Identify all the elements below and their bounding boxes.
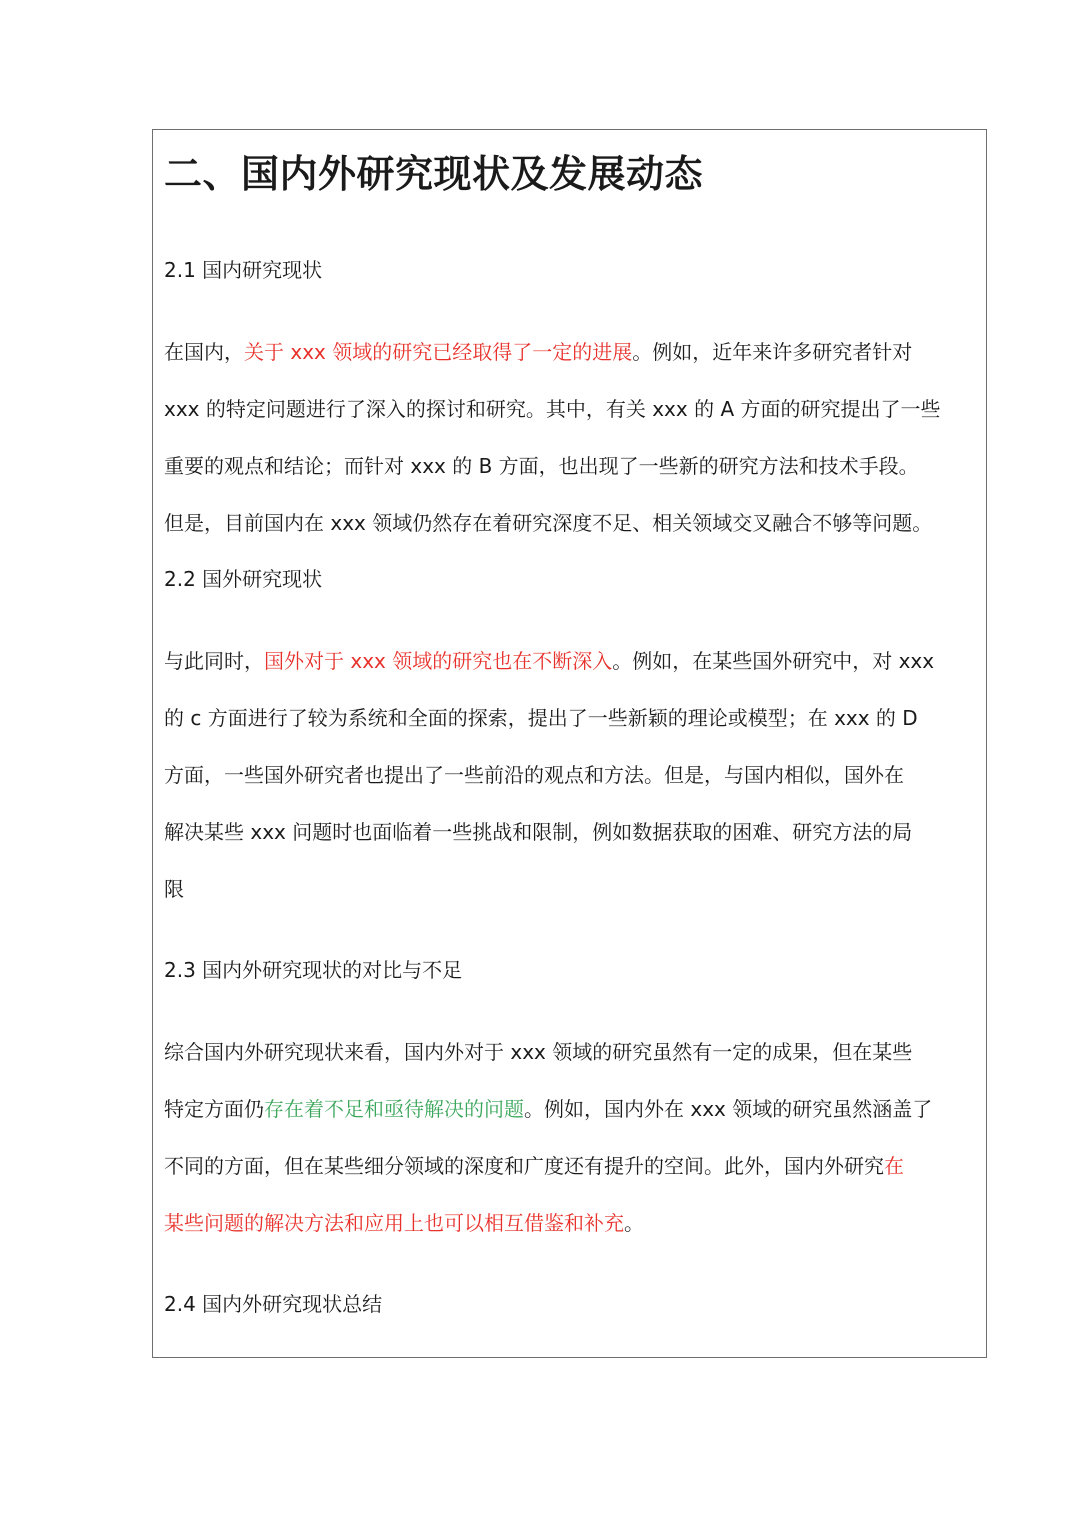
paragraph-line bbox=[164, 761, 904, 789]
paragraph-line bbox=[164, 395, 940, 423]
text-segment: 特定方面仍 bbox=[164, 1097, 264, 1121]
paragraph-line bbox=[164, 1095, 932, 1123]
page-title: 二、国内外研究现状及发展动态 bbox=[164, 152, 704, 196]
paragraph-line bbox=[164, 338, 912, 366]
paragraph-line bbox=[164, 1152, 904, 1180]
highlight-red-text: 某些问题的解决方法和应用上也可以相互借鉴和补充 bbox=[164, 1211, 624, 1235]
paragraph-line bbox=[164, 818, 912, 846]
highlight-red-text: 在 bbox=[884, 1154, 904, 1178]
paragraph-line bbox=[164, 647, 934, 675]
paragraph-line bbox=[164, 704, 918, 732]
section-heading-2-1: 2.1 国内研究现状 bbox=[164, 258, 323, 282]
text-segment: 限 bbox=[164, 877, 184, 901]
text-segment: 重要的观点和结论；而针对 xxx 的 B 方面，也出现了一些新的研究方法和技术手段。 bbox=[164, 454, 919, 478]
highlight-red-text: 关于 xxx 领域的研究已经取得了一定的进展 bbox=[244, 340, 633, 364]
text-segment: 与此同时， bbox=[164, 649, 264, 673]
text-segment: 不同的方面，但在某些细分领域的深度和广度还有提升的空间。此外，国内外研究 bbox=[164, 1154, 884, 1178]
text-segment: 。例如，国内外在 xxx 领域的研究虽然涵盖了 bbox=[524, 1097, 933, 1121]
highlight-red-text: 国外对于 xxx 领域的研究也在不断深入 bbox=[264, 649, 613, 673]
text-segment: 在国内， bbox=[164, 340, 244, 364]
section-heading-2-2: 2.2 国外研究现状 bbox=[164, 567, 323, 591]
document-frame bbox=[152, 129, 987, 1358]
section-heading-2-4: 2.4 国内外研究现状总结 bbox=[164, 1292, 383, 1316]
paragraph-line bbox=[164, 1209, 644, 1237]
text-segment: 。 bbox=[624, 1211, 644, 1235]
text-segment: 解决某些 xxx 问题时也面临着一些挑战和限制，例如数据获取的困难、研究方法的局 bbox=[164, 820, 913, 844]
paragraph-line bbox=[164, 509, 932, 537]
text-segment: 综合国内外研究现状来看，国内外对于 xxx 领域的研究虽然有一定的成果，但在某些 bbox=[164, 1040, 913, 1064]
text-segment: 但是，目前国内在 xxx 领域仍然存在着研究深度不足、相关领域交叉融合不够等问题。 bbox=[164, 511, 933, 535]
paragraph-line bbox=[164, 1038, 912, 1066]
paragraph-line bbox=[164, 875, 184, 903]
text-segment: 方面，一些国外研究者也提出了一些前沿的观点和方法。但是，与国内相似，国外在 bbox=[164, 763, 904, 787]
text-segment: 。例如，在某些国外研究中，对 xxx bbox=[612, 649, 935, 673]
highlight-green-text: 存在着不足和亟待解决的问题 bbox=[264, 1097, 524, 1121]
text-segment: 的 c 方面进行了较为系统和全面的探索，提出了一些新颖的理论或模型；在 xxx 的 D bbox=[164, 706, 918, 730]
paragraph-line bbox=[164, 452, 919, 480]
text-segment: 。例如，近年来许多研究者针对 bbox=[632, 340, 913, 364]
text-segment: xxx 的特定问题进行了深入的探讨和研究。其中，有关 xxx 的 A 方面的研究提出了一些 bbox=[164, 397, 941, 421]
section-heading-2-3: 2.3 国内外研究现状的对比与不足 bbox=[164, 958, 463, 982]
